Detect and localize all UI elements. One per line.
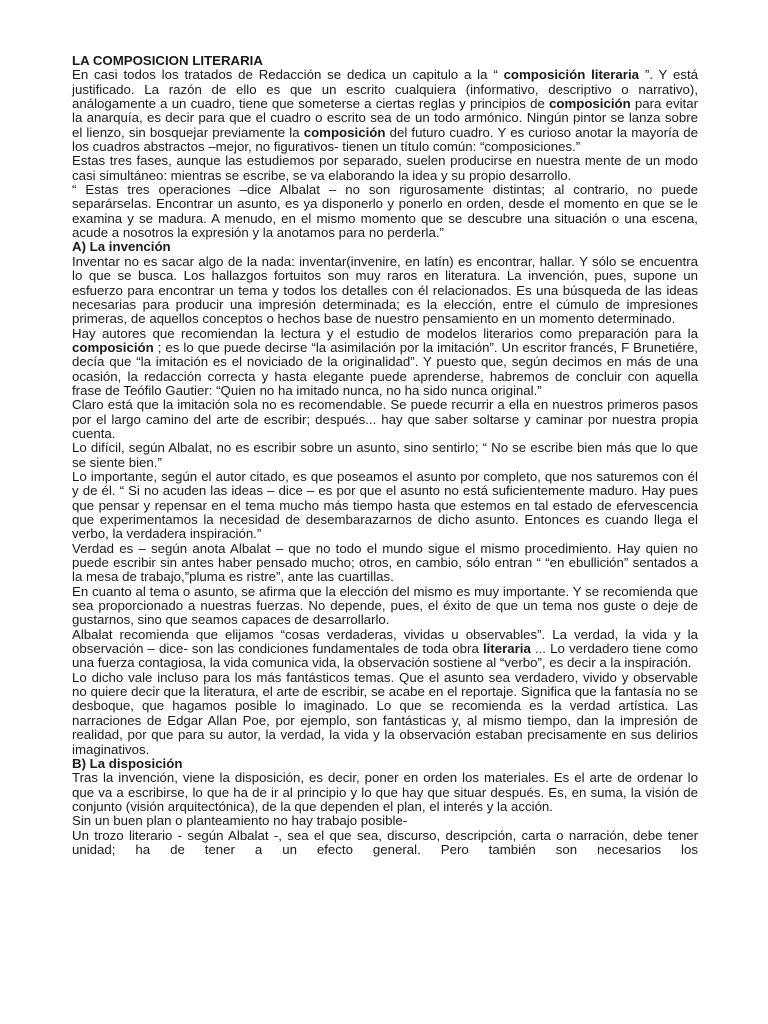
text-run: Lo difícil, según Albalat, no es escribir sobre un asunto, sino sentirlo; “ No se escribe bien más que lo que se siente bien.” [72,440,698,470]
paragraph [72,255,698,327]
paragraph [72,829,698,858]
document-title: LA COMPOSICION LITERARIA [72,53,263,68]
text-run: Lo dicho vale incluso para los más fantásticos temas. Que el asunto sea verdadero, vivido y observable no quiere decir que la literatura, el arte de escribir, se acabe en el reportaje. Significa que la fantasía no se desboque, que hagamos posible lo imaginado. Lo que se recomienda es la verdad artística. Las narraciones de Edgar Allan Poe, por ejemplo, son fantásticas y, al mismo tiempo, dan la impresión de realidad, por que para su autor, la verdad, la vida y la observación estaban precisamente en sus delirios imaginativos. [72,669,698,757]
paragraph [72,68,698,154]
text-run: para evitar la anarquía, es decir para que el cuadro o escrito sea de un todo armónico. Ningún pintor se lanza sobre el lienzo, sin bosquejar previamente la [72,96,698,140]
text-run: Verdad es – según anota Albalat – que no todo el mundo sigue el mismo procedimiento. Hay quien no puede escribir sin antes haber pensado mucho; otros, en cambio, sólo entran “ “en ebullición” sentados a la mesa de trabajo,”pluma es ristre”, ante las cuartillas. [72,540,698,585]
text-run: ; es lo que puede decirse “la asimilación por la imitación”. Un escritor francés, F Brunetiére, decía que “la imitación es el noviciado de la originalidad”. Y puesto que, según decimos en más de una ocasión, la redacción correcta y hasta elegante puede aprenderse, habremos de concluir con aquella frase de Teófilo Gautier: “Quien no ha imitado nunca, no ha sido nunca original.” [72,339,698,398]
text-run: “ Estas tres operaciones –dice Albalat – no son rigurosamente distintas; al contrario, no puede separárselas. Encontrar un asunto, es ya disponerlo y ponerlo en orden, desde el momento en que se le examina y se madura. A menudo, en el mismo momento que se descubre una situación o una escena, acude a nosotros la expresión y la anotamos para no perderla.” [72,182,698,241]
document-page [72,54,698,857]
paragraph [72,542,698,585]
paragraph [72,183,698,240]
text-run: del futuro cuadro. Y es curioso anotar la mayoría de los cuadros abstractos –mejor, no figurativos- tienen un título común: “composiciones.” [72,124,698,155]
paragraph [72,814,698,828]
paragraph [72,585,698,628]
paragraph [72,771,698,814]
bold-term: composición [303,124,386,140]
text-run: Inventar no es sacar algo de la nada: inventar(invenire, en latín) es encontrar, hallar. Y sólo se encuentra lo que se busca. Los hallazgos fortuitos son muy raros en literatura. La invención, pues, supone un esfuerzo para encontrar un tema y todos los detalles con él relacionados. Es una búsqueda de las ideas necesarias para producir una impresión determinada; es la elección, entre el cúmulo de impresiones primeras, de aquellos conceptos o hechos base de nuestro pensamiento en un momento determinado. [72,253,698,327]
section-heading: A) La invención [72,239,171,255]
text-run: Lo importante, según el autor citado, es que poseamos el asunto por completo, que nos saturemos con él y de él. “ Si no acuden las ideas – dice – es por que el asunto no está suficientemente maduro. Hay pues que pensar y repensar en el tema mucho más tiempo hasta que estemos en tal estado de efervescencia que experimentamos la necesidad de desembarazarnos de dicho asunto. Entonces es cuando llega el verbo, la verdadera inspiración.” [72,468,698,542]
text-run: Tras la invención, viene la disposición, es decir, poner en orden los materiales. Es el arte de ordenar lo que va a escribirse, lo que ha de ir al principio y lo que hay que situar después. Es, en suma, la visión de conjunto (visión arquitectónica), de la que dependen el plan, el interés y la acción. [72,770,698,814]
paragraph [72,441,698,470]
text-run: Claro está que la imitación sola no es recomendable. Se puede recurrir a ella en nuestros primeros pasos por el largo camino del arte de escribir; después... hay que saber soltarse y caminar por nuestra propia cuenta. [72,397,698,441]
paragraph [72,398,698,441]
text-run: ”. Y está justificado. La razón de ello es que un escrito cualquiera (informativo, descriptivo o narrativo), análogamente a un cuadro, tiene que someterse a ciertas reglas y principios de [72,67,698,112]
paragraph [72,671,698,757]
text-run: Un trozo literario - según Albalat -, sea el que sea, discurso, descripción, carta o narración, debe tener unidad; ha de tener a un efecto general. Pero también son necesarios los [72,828,698,857]
paragraph [72,470,698,542]
paragraph [72,154,698,183]
paragraph [72,628,698,671]
bold-term: literaria [482,641,531,657]
text-run: Sin un buen plan o planteamiento no hay trabajo posible- [72,813,408,829]
bold-term: composición [72,339,154,355]
text-run: En cuanto al tema o asunto, se afirma que la elección del mismo es muy importante. Y se recomienda que sea proporcionado a nuestras fuerzas. No depende, pues, el éxito de que un tema nos guste o deje de gustarnos, sino que seamos capaces de desarrollarlo. [72,583,698,628]
text-run: Hay autores que recomiendan la lectura y el estudio de modelos literarios como preparación para la [72,325,698,341]
text-run: Albalat recomienda que elijamos “cosas verdaderas, vividas u observables”. La verdad, la vida y la observación – dice- son las condiciones fundamentales de toda obra [72,626,698,657]
bold-term: composición literaria [503,67,639,83]
text-run: Estas tres fases, aunque las estudiemos por separado, suelen producirse en nuestra mente de un modo casi simultáneo: mientras se escribe, se va elaborando la idea y su propio desarrollo. [72,153,698,183]
document-body [72,68,698,857]
section-heading: B) La disposición [72,755,183,771]
text-run: ... Lo verdadero tiene como una fuerza contagiosa, la vida comunica vida, la observación sostiene al “verbo”, es decir a la inspiración. [72,641,698,671]
text-run: En casi todos los tratados de Redacción se dedica un capitulo a la “ [72,67,504,83]
bold-term: composición [549,96,631,112]
paragraph [72,327,698,399]
